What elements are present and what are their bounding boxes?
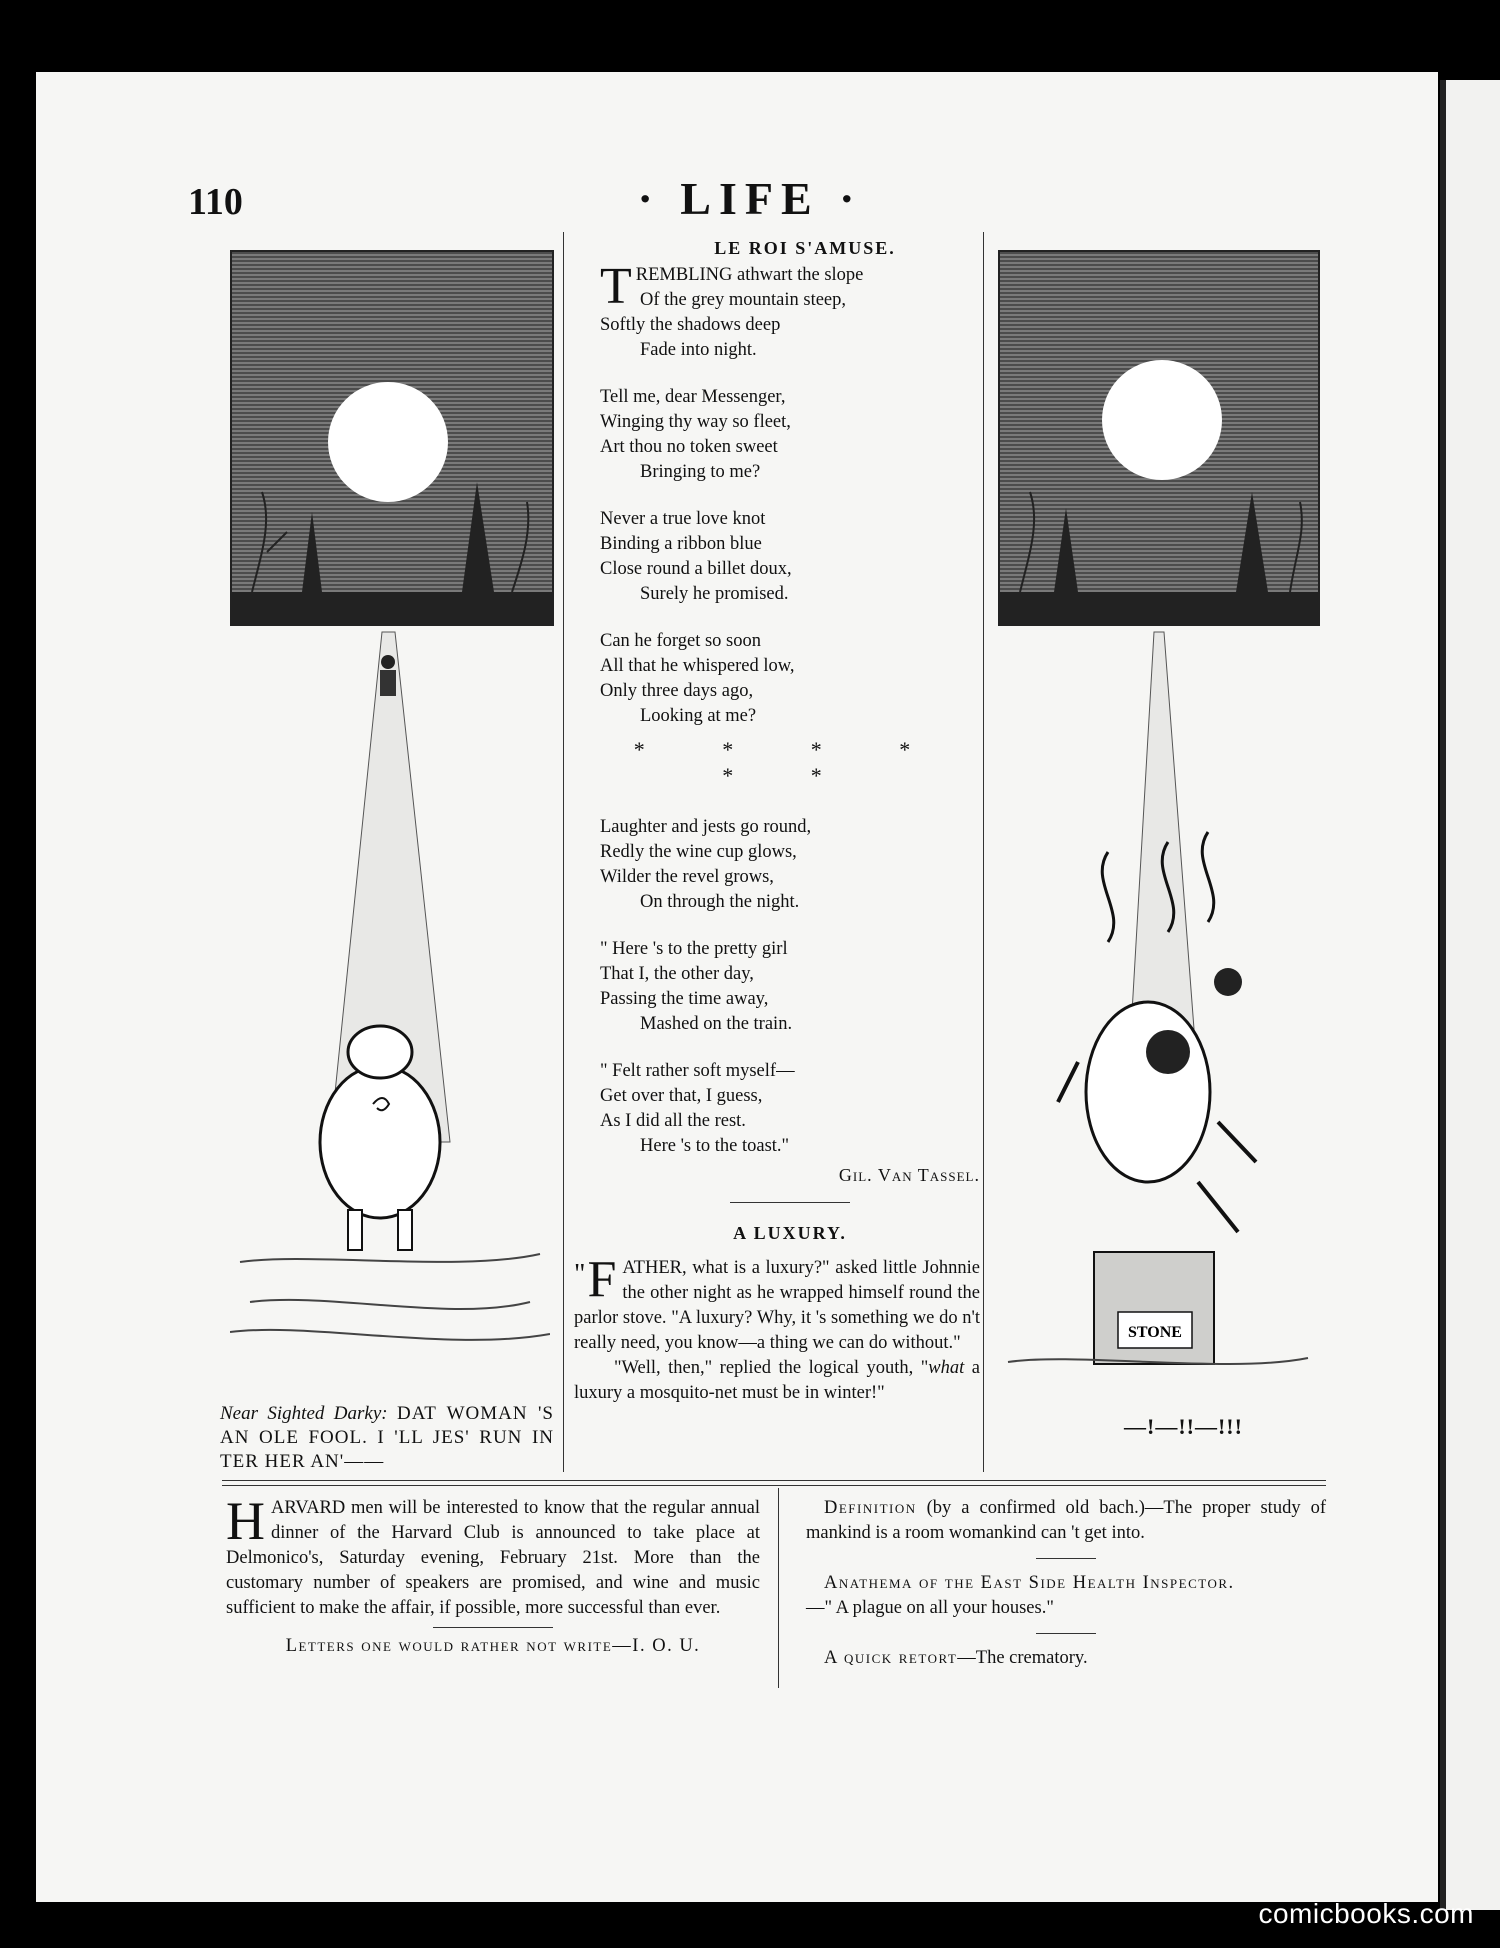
page-number: 110 xyxy=(188,181,243,223)
luxury-paragraph-2b: a luxury a mosquito-net must be in winter!" xyxy=(574,1358,980,1403)
poem-line: Passing the time away, xyxy=(600,989,769,1009)
right-cartoon-caption: —!—!!—!!! xyxy=(1124,1414,1243,1439)
poem-line: Surely he promised. xyxy=(640,584,789,604)
poem-line: Binding a ribbon blue xyxy=(600,534,762,554)
harvard-text: ARVARD men will be interested to know that the regular annual dinner of the Harvard Club is announced to take place at Delmonico's, Saturday evening, February 21st. More than the customary number of speakers are promised, and wine and music sufficient to make the affair, if possible, more successful than ever. xyxy=(226,1498,760,1618)
section-rule-bottom xyxy=(222,1485,1326,1486)
poem-title: LE ROI S'AMUSE. xyxy=(714,238,896,258)
harvard-drop-cap: H xyxy=(226,1491,265,1551)
definition-label: Definition xyxy=(824,1498,917,1518)
poem-stanza-2 xyxy=(600,385,980,485)
right-cartoon-moon-panel xyxy=(998,250,1320,626)
poem-line: Redly the wine cup glows, xyxy=(600,842,797,862)
poem-line: Only three days ago, xyxy=(600,681,754,701)
poem-line: Here 's to the toast." xyxy=(640,1136,790,1156)
section-rule-top xyxy=(222,1480,1326,1481)
caption-speaker: Near Sighted Darky: xyxy=(220,1403,388,1424)
poem-line: Softly the shadows deep xyxy=(600,315,781,335)
stone-sign-text: STONE xyxy=(1128,1324,1182,1341)
harvard-paragraph xyxy=(226,1491,760,1621)
luxury-article xyxy=(574,1251,980,1406)
anathema-quote: —" A plague on all your houses." xyxy=(806,1598,1054,1618)
masthead-title: · LIFE · xyxy=(637,173,863,224)
poem-stanza-7 xyxy=(600,1059,980,1159)
anathema-label: Anathema of the East Side Health Inspector. xyxy=(824,1573,1235,1593)
poem-stanza-5 xyxy=(600,815,980,915)
column-rule-left xyxy=(563,232,564,1472)
poem-line: " Here 's to the pretty girl xyxy=(600,939,788,959)
poem-line: Get over that, I guess, xyxy=(600,1086,763,1106)
poem-line: REMBLING athwart the slope xyxy=(635,265,864,285)
bottom-right-column xyxy=(806,1496,1326,1671)
left-cartoon-ground-scene xyxy=(230,622,550,1372)
luxury-paragraph-1: ATHER, what is a luxury?" asked little Johnnie the other night as he wrapped himself round the parlor stove. "A luxury? Why, it 's something we do n't really need, you know—a thing we can do without." xyxy=(574,1258,980,1353)
poem-line: Of the grey mountain steep, xyxy=(640,290,847,310)
poem-line: Bringing to me? xyxy=(640,462,761,482)
poem-stanza-6 xyxy=(600,937,980,1037)
poem-line: Close round a billet doux, xyxy=(600,559,792,579)
luxury-title: A LUXURY. xyxy=(733,1223,847,1243)
luxury-paragraph-2a: "Well, then," replied the logical youth, " xyxy=(614,1358,929,1378)
poem-line: As I did all the rest. xyxy=(600,1111,746,1131)
letters-text: Letters one would rather not write—I. O. U. xyxy=(285,1636,701,1656)
poem-line: Tell me, dear Messenger, xyxy=(600,387,786,407)
poem-line: Never a true love knot xyxy=(600,509,766,529)
next-page-edge xyxy=(1440,80,1500,1910)
right-cartoon-crash-scene xyxy=(998,622,1316,1392)
poem-line: " Felt rather soft myself— xyxy=(600,1061,795,1081)
anathema-paragraph xyxy=(806,1571,1326,1596)
column-rule-right xyxy=(983,232,984,1472)
paragraph-divider xyxy=(1036,1558,1096,1559)
luxury-paragraph-2-emphasis: what xyxy=(928,1358,965,1378)
paragraph-divider xyxy=(1036,1633,1096,1634)
letters-paragraph xyxy=(226,1634,760,1659)
poem-line: Wilder the revel grows, xyxy=(600,867,774,887)
poem-line: Winging thy way so fleet, xyxy=(600,412,791,432)
poem-line: Mashed on the train. xyxy=(640,1014,793,1034)
retort-text: —The crematory. xyxy=(957,1648,1088,1668)
poem-line: On through the night. xyxy=(640,892,800,912)
left-cartoon-caption xyxy=(220,1402,554,1474)
left-cartoon-moon-panel xyxy=(230,250,554,626)
poem-line: That I, the other day, xyxy=(600,964,754,984)
article-divider xyxy=(730,1202,850,1203)
retort-paragraph xyxy=(806,1646,1326,1671)
poem-section-break: * * * * * * xyxy=(633,737,947,788)
bottom-left-column xyxy=(226,1491,760,1659)
poem-line: All that he whispered low, xyxy=(600,656,795,676)
poem-line: Art thou no token sweet xyxy=(600,437,778,457)
poem-drop-cap: T xyxy=(600,258,632,315)
center-column xyxy=(574,238,980,1406)
poem-stanza-3 xyxy=(600,507,980,607)
poem-line: Laughter and jests go round, xyxy=(600,817,812,837)
luxury-open-quote: " xyxy=(574,1259,586,1290)
poem-stanza-4 xyxy=(600,629,980,729)
bottom-column-rule xyxy=(778,1488,779,1688)
poem-author: Gil. Van Tassel. xyxy=(838,1165,980,1185)
paragraph-divider xyxy=(433,1627,553,1628)
poem-line: Looking at me? xyxy=(640,706,757,726)
poem-line: Can he forget so soon xyxy=(600,631,761,651)
poem-line: Fade into night. xyxy=(640,340,757,360)
poem-stanza-1 xyxy=(600,258,980,363)
caption-speech: DAT WOMAN 'S AN OLE FOOL. I 'LL JES' RUN IN TER HER AN'—— xyxy=(220,1403,554,1472)
retort-label: A quick retort xyxy=(824,1648,958,1668)
definition-text: (by a confirmed old bach.)—The proper study of mankind is a room womankind can 't get into. xyxy=(806,1498,1326,1543)
luxury-drop-cap: F xyxy=(587,1251,617,1308)
definition-paragraph xyxy=(806,1496,1326,1546)
site-watermark: comicbooks.com xyxy=(1258,1898,1474,1929)
